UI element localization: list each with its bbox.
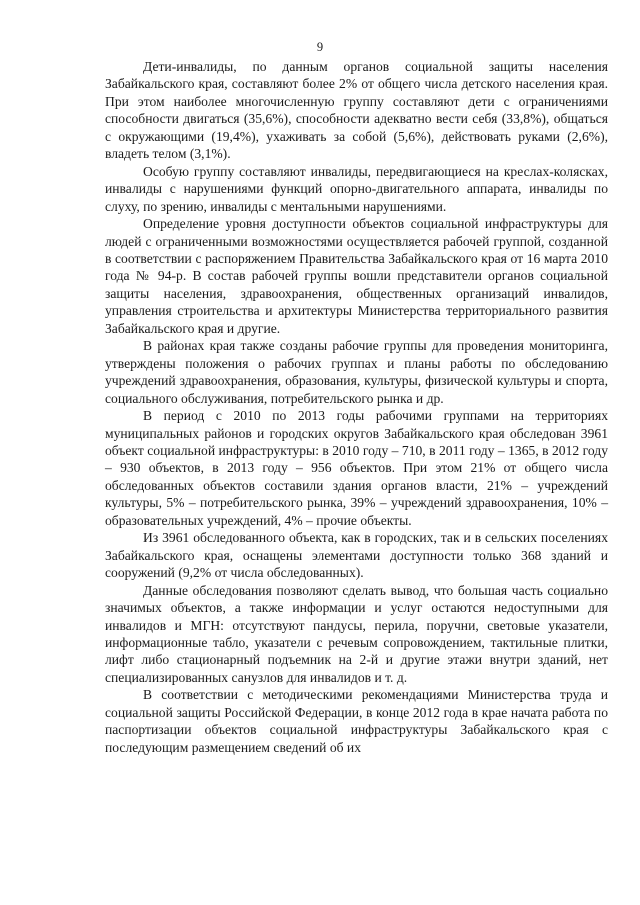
paragraph-equipped-buildings: Из 3961 обследованного объекта, как в городских, так и в сельских поселениях Забайкальского края, оснащены элементами доступности только 368 зданий и сооружений (9,2% от числа обследованных).	[105, 530, 608, 581]
paragraph-special-group: Особую группу составляют инвалиды, передвигающиеся на креслах-колясках, инвалиды с нарушениями функций опорно-двигательного аппарата, инвалиды по слуху, по зрению, инвалиды с ментальными нарушениями.	[105, 163, 608, 214]
paragraph-accessibility-level: Определение уровня доступности объектов социальной инфраструктуры для людей с ограниченными возможностями осуществляется рабочей группой, созданной в соответствии с распоряжением Правительства Забайкальского края от 16 марта 2010 года № 94-р. В состав рабочей группы вошли представители органов социальной защиты населения, здравоохранения, общественных организаций инвалидов, управления строительства и архитектуры Министерства территориального развития Забайкальского края и другие.	[105, 216, 608, 336]
body-text	[105, 58, 608, 756]
paragraph-passportization: В соответствии с методическими рекомендациями Министерства труда и социальной защиты Российской Федерации, в конце 2012 года в крае начата работа по паспортизации объектов социальной инфраструктуры Забайкальского края с последующим размещением сведений об их	[105, 687, 608, 755]
paragraph-survey-conclusion: Данные обследования позволяют сделать вывод, что большая часть социально значимых объектов, а также информации и услуг остаются недоступными для инвалидов и МГН: отсутствуют пандусы, перила, поручни, световые указатели, информационные табло, указатели с речевым сопровождением, тактильные плитки, лифт либо стационарный подъемник на 2-й и другие этажи внутри зданий, нет специализированных санузлов для инвалидов и т. д.	[105, 582, 608, 685]
paragraph-district-groups: В районах края также созданы рабочие группы для проведения мониторинга, утверждены положения о рабочих группах и планы работы по обследованию учреждений здравоохранения, образования, культуры, физической культуры и спорта, социального обслуживания, потребительского рынка и др.	[105, 338, 608, 406]
paragraph-children-disabled: Дети-инвалиды, по данным органов социальной защиты населения Забайкальского края, составляют более 2% от общего числа детского населения края. При этом наиболее многочисленную группу составляют дети с ограничениями способности двигаться (35,6%), способности адекватно вести себя (33,8%), общаться с окружающими (19,4%), ухаживать за собой (5,6%), действовать руками (2,6%), владеть телом (3,1%).	[105, 59, 608, 162]
paragraph-survey-period: В период с 2010 по 2013 годы рабочими группами на территориях муниципальных районов и городских округов Забайкальского края обследован 3961 объект социальной инфраструктуры: в 2010 году – 710, в 2011 году – 1365, в 2012 году – 930 объектов, в 2013 году – 956 объектов. При этом 21% от общего числа обследованных объектов составили здания органов власти, 21% – учреждений культуры, 5% – потребительского рынка, 39% – учреждений здравоохранения, 10% – образовательных учреждений, 4% – прочие объекты.	[105, 408, 608, 528]
page-number: 9	[316, 40, 324, 54]
